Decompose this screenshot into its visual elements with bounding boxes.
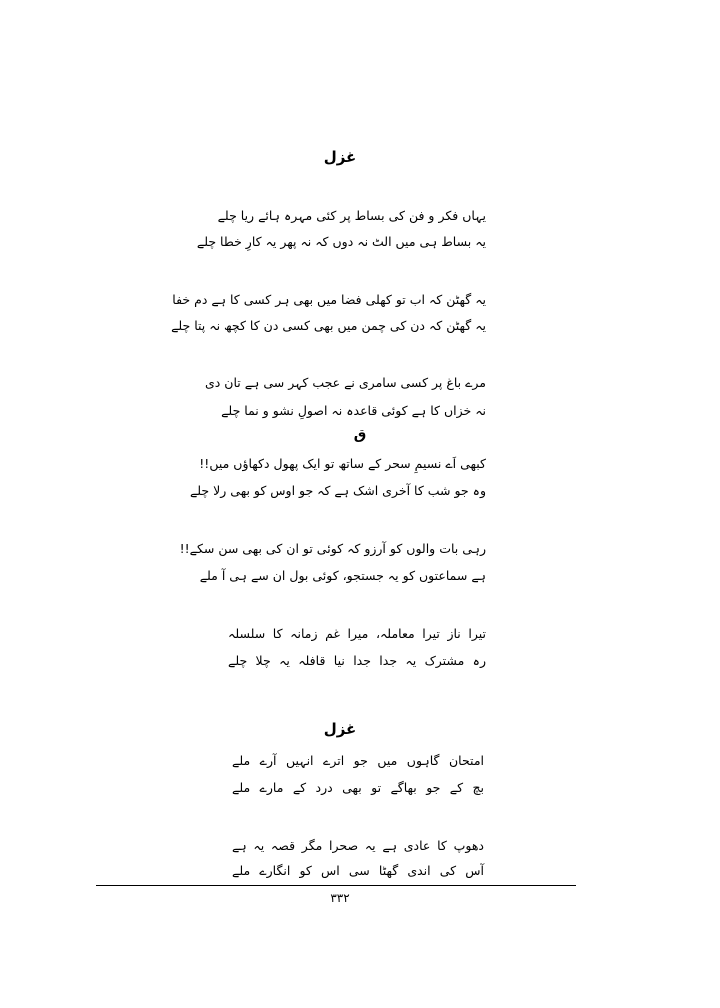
verse-line: یہ بساط ہی میں الٹ نہ دوں کہ نہ پھر یہ کارِ خطا چلے <box>196 234 486 249</box>
ghazal-2-title: غزل <box>323 720 357 738</box>
verse-line: یہ گھٹن کہ دن کی چمن میں بھی کسی دن کا کچھ نہ پتا چلے <box>171 318 486 333</box>
footer-divider <box>96 885 576 886</box>
verse-line: رہی بات والوں کو آرزو کہ کوئی تو ان کی بھی سن سکے!! <box>179 541 486 556</box>
verse-line: آس کی اندی گھٹا سی اس کو انگارے ملے <box>232 863 484 878</box>
verse-line: مرے باغ پر کسی سامری نے عجب کہر سی ہے تان دی <box>204 375 486 390</box>
page-number: ۳۳۲ <box>330 891 350 905</box>
verse-line: رہ مشترک یہ جدا جدا نیا قافلہ یہ چلا چلے <box>228 653 486 668</box>
qita-marker: ق <box>353 427 367 443</box>
verse-line: کبھی اَے نسیمِ سحر کے ساتھ تو ایک پھول دکھاؤں میں!! <box>199 456 486 471</box>
verse-line: تیرا ناز تیرا معاملہ، میرا غم زمانہ کا سلسلہ <box>228 626 486 641</box>
verse-line: امتحان گاہوں میں جو اترے انہیں آرے ملے <box>232 753 484 768</box>
verse-line: ہے سماعتوں کو یہ جستجو، کوئی بول ان سے ہی آ ملے <box>199 568 486 583</box>
verse-line: دھوپ کا عادی ہے یہ صحرا مگر قصہ یہ ہے <box>232 838 484 853</box>
verse-line: نہ خزاں کا ہے کوئی قاعدہ نہ اصولِ نشو و نما چلے <box>221 403 486 418</box>
verse-line: یہ گھٹن کہ اب تو کھلی فضا میں بھی ہر کسی کا ہے دم خفا <box>172 292 486 307</box>
verse-line: وہ جو شب کا آخری اشک ہے کہ جو اوس کو بھی رلا چلے <box>189 483 486 498</box>
verse-line: بچ کے جو بھاگے تو بھی درد کے مارے ملے <box>232 780 484 795</box>
ghazal-1-title: غزل <box>323 148 357 166</box>
verse-line: یہاں فکر و فن کی بساط پر کئی مہرہ ہائے ریا چلے <box>217 208 486 223</box>
